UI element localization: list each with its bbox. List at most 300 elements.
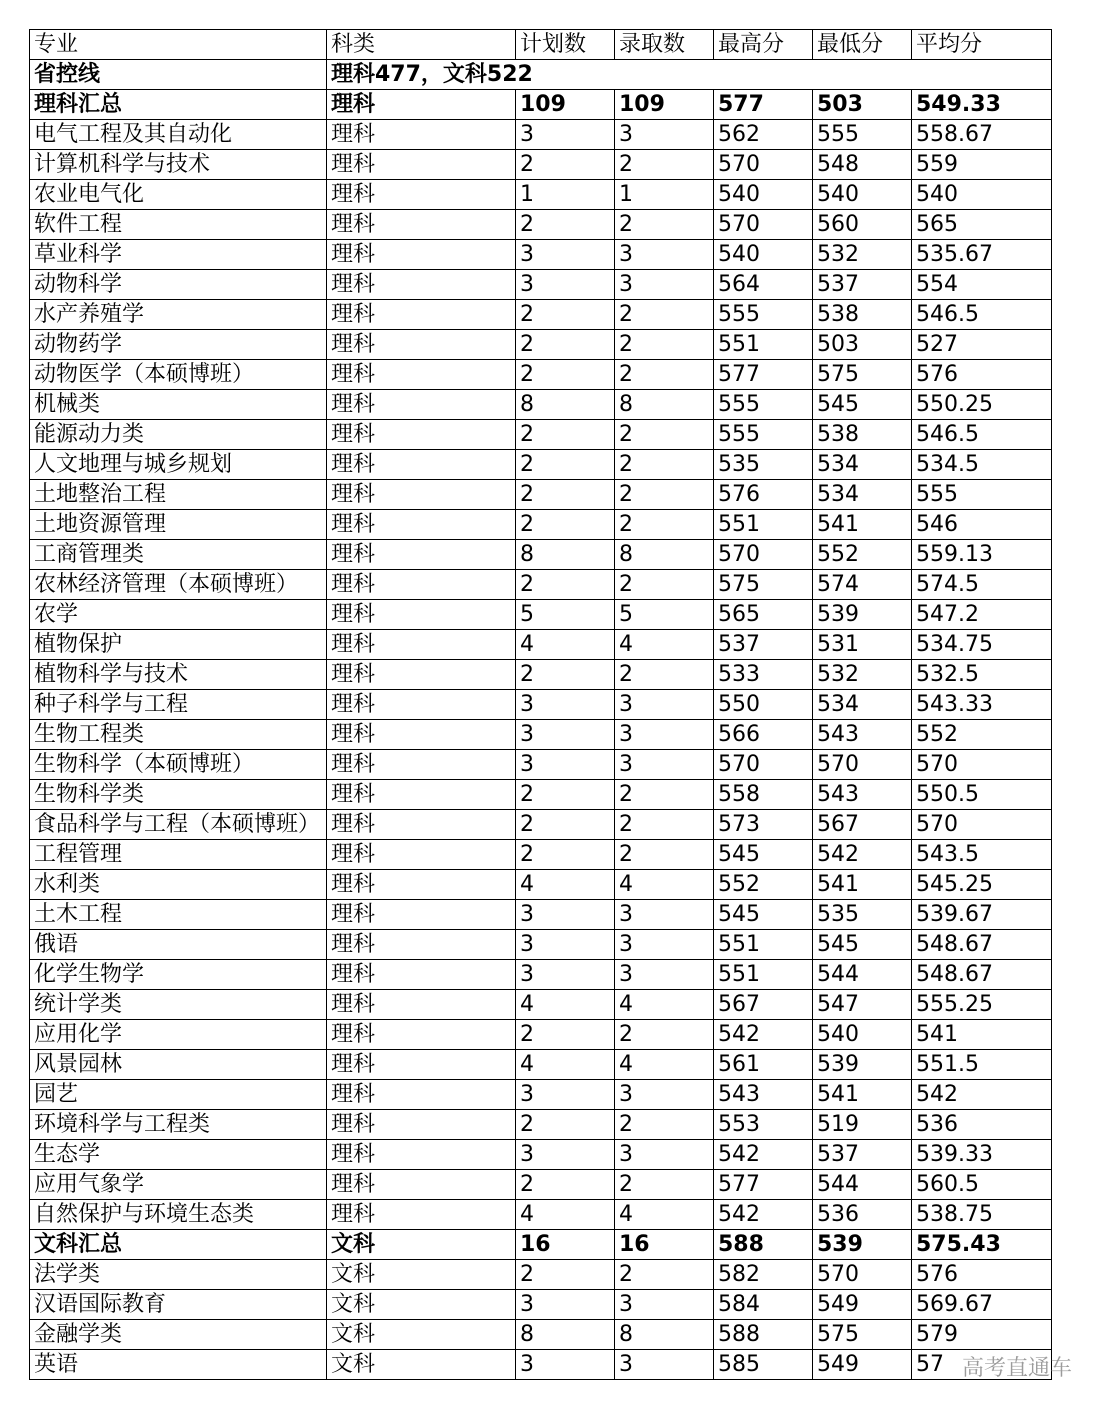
planned-cell: 2 [516, 510, 615, 540]
table-row [30, 630, 1052, 660]
min-score-cell: 549 [813, 1350, 912, 1380]
major-cell: 农林经济管理（本硕博班） [30, 570, 327, 600]
table-row [30, 1140, 1052, 1170]
planned-cell: 8 [516, 1320, 615, 1350]
avg-score-cell: 543.5 [912, 840, 1052, 870]
table-row [30, 660, 1052, 690]
planned-cell: 2 [516, 570, 615, 600]
table-row [30, 360, 1052, 390]
table-row [30, 270, 1052, 300]
avg-score-cell: 565 [912, 210, 1052, 240]
table-row [30, 240, 1052, 270]
table-row [30, 1320, 1052, 1350]
planned-cell: 16 [516, 1230, 615, 1260]
category-cell: 理科 [327, 960, 516, 990]
admitted-cell: 109 [615, 90, 714, 120]
header-row [30, 30, 1052, 60]
avg-score-cell: 554 [912, 270, 1052, 300]
max-score-cell: 551 [714, 960, 813, 990]
category-cell: 理科 [327, 570, 516, 600]
avg-score-cell: 538.75 [912, 1200, 1052, 1230]
max-score-cell: 533 [714, 660, 813, 690]
table-row [30, 390, 1052, 420]
avg-score-cell: 545.25 [912, 870, 1052, 900]
major-cell: 自然保护与环境生态类 [30, 1200, 327, 1230]
table-row [30, 1050, 1052, 1080]
major-cell: 植物保护 [30, 630, 327, 660]
avg-score-cell: 550.25 [912, 390, 1052, 420]
admitted-cell: 3 [615, 960, 714, 990]
max-score-cell: 551 [714, 330, 813, 360]
avg-score-cell: 570 [912, 810, 1052, 840]
table-row [30, 1080, 1052, 1110]
category-cell: 理科 [327, 900, 516, 930]
admitted-cell: 3 [615, 1080, 714, 1110]
min-score-cell: 544 [813, 960, 912, 990]
avg-score-cell: 552 [912, 720, 1052, 750]
max-score-cell: 565 [714, 600, 813, 630]
category-cell: 理科 [327, 240, 516, 270]
major-cell: 应用气象学 [30, 1170, 327, 1200]
table-row [30, 1260, 1052, 1290]
min-score-cell: 541 [813, 870, 912, 900]
admitted-cell: 2 [615, 570, 714, 600]
min-score-cell: 548 [813, 150, 912, 180]
admitted-cell: 3 [615, 750, 714, 780]
planned-cell: 3 [516, 750, 615, 780]
avg-score-cell: 551.5 [912, 1050, 1052, 1080]
category-cell: 理科 [327, 810, 516, 840]
avg-score-cell: 532.5 [912, 660, 1052, 690]
category-cell: 理科 [327, 1170, 516, 1200]
min-score-cell: 536 [813, 1200, 912, 1230]
category-cell: 理科 [327, 120, 516, 150]
avg-score-cell: 543.33 [912, 690, 1052, 720]
table-row [30, 1290, 1052, 1320]
major-cell: 环境科学与工程类 [30, 1110, 327, 1140]
min-score-cell: 532 [813, 660, 912, 690]
table-row [30, 480, 1052, 510]
category-cell: 理科 [327, 1020, 516, 1050]
planned-cell: 3 [516, 960, 615, 990]
planned-cell: 109 [516, 90, 615, 120]
major-cell: 动物医学（本硕博班） [30, 360, 327, 390]
planned-cell: 2 [516, 1170, 615, 1200]
table-row [30, 1200, 1052, 1230]
max-score-cell: 535 [714, 450, 813, 480]
major-cell: 工程管理 [30, 840, 327, 870]
max-score-cell: 542 [714, 1200, 813, 1230]
major-cell: 农业电气化 [30, 180, 327, 210]
admitted-cell: 5 [615, 600, 714, 630]
summary-row [30, 1230, 1052, 1260]
admitted-cell: 2 [615, 150, 714, 180]
header-cell-max-score: 最高分 [714, 30, 813, 60]
planned-cell: 3 [516, 1140, 615, 1170]
max-score-cell: 570 [714, 540, 813, 570]
planned-cell: 2 [516, 450, 615, 480]
min-score-cell: 549 [813, 1290, 912, 1320]
max-score-cell: 585 [714, 1350, 813, 1380]
table-row [30, 900, 1052, 930]
max-score-cell: 570 [714, 150, 813, 180]
category-cell: 理科 [327, 270, 516, 300]
planned-cell: 3 [516, 1290, 615, 1320]
admitted-cell: 1 [615, 180, 714, 210]
category-cell: 理科 [327, 510, 516, 540]
admitted-cell: 2 [615, 1110, 714, 1140]
table-row [30, 120, 1052, 150]
major-cell: 动物科学 [30, 270, 327, 300]
avg-score-cell: 540 [912, 180, 1052, 210]
category-cell: 文科 [327, 1230, 516, 1260]
major-cell: 生物工程类 [30, 720, 327, 750]
category-cell: 理科 [327, 780, 516, 810]
avg-score-cell: 550.5 [912, 780, 1052, 810]
max-score-cell: 575 [714, 570, 813, 600]
header-cell-admitted: 录取数 [615, 30, 714, 60]
major-cell: 生物科学类 [30, 780, 327, 810]
avg-score-cell: 534.75 [912, 630, 1052, 660]
major-cell: 文科汇总 [30, 1230, 327, 1260]
category-cell: 理科 [327, 300, 516, 330]
avg-score-cell: 547.2 [912, 600, 1052, 630]
admitted-cell: 2 [615, 1260, 714, 1290]
planned-cell: 4 [516, 990, 615, 1020]
planned-cell: 2 [516, 840, 615, 870]
avg-score-cell: 570 [912, 750, 1052, 780]
min-score-cell: 519 [813, 1110, 912, 1140]
admitted-cell: 4 [615, 990, 714, 1020]
header-cell-major: 专业 [30, 30, 327, 60]
max-score-cell: 545 [714, 840, 813, 870]
planned-cell: 2 [516, 660, 615, 690]
avg-score-cell: 536 [912, 1110, 1052, 1140]
max-score-cell: 577 [714, 90, 813, 120]
max-score-cell: 552 [714, 870, 813, 900]
admitted-cell: 2 [615, 360, 714, 390]
min-score-cell: 503 [813, 90, 912, 120]
avg-score-cell: 569.67 [912, 1290, 1052, 1320]
major-cell: 水利类 [30, 870, 327, 900]
min-score-cell: 531 [813, 630, 912, 660]
category-cell: 理科 [327, 930, 516, 960]
planned-cell: 2 [516, 360, 615, 390]
admitted-cell: 2 [615, 1170, 714, 1200]
avg-score-cell: 527 [912, 330, 1052, 360]
planned-cell: 8 [516, 390, 615, 420]
major-cell: 英语 [30, 1350, 327, 1380]
avg-score-cell: 574.5 [912, 570, 1052, 600]
major-cell: 土地整治工程 [30, 480, 327, 510]
table-row [30, 840, 1052, 870]
admitted-cell: 2 [615, 480, 714, 510]
table-row [30, 540, 1052, 570]
table-row [30, 300, 1052, 330]
category-cell: 理科 [327, 690, 516, 720]
category-cell: 理科 [327, 210, 516, 240]
planned-cell: 2 [516, 330, 615, 360]
avg-score-cell: 534.5 [912, 450, 1052, 480]
header-cell-category: 科类 [327, 30, 516, 60]
table-row [30, 510, 1052, 540]
category-cell: 文科 [327, 1350, 516, 1380]
major-cell: 土地资源管理 [30, 510, 327, 540]
max-score-cell: 555 [714, 390, 813, 420]
max-score-cell: 540 [714, 240, 813, 270]
table-row [30, 1350, 1052, 1380]
avg-score-cell: 546 [912, 510, 1052, 540]
min-score-cell: 542 [813, 840, 912, 870]
planned-cell: 1 [516, 180, 615, 210]
avg-score-cell: 558.67 [912, 120, 1052, 150]
admitted-cell: 2 [615, 810, 714, 840]
category-cell: 理科 [327, 540, 516, 570]
planned-cell: 3 [516, 1080, 615, 1110]
table-row [30, 780, 1052, 810]
planned-cell: 4 [516, 630, 615, 660]
major-cell: 机械类 [30, 390, 327, 420]
major-cell: 统计学类 [30, 990, 327, 1020]
major-cell: 计算机科学与技术 [30, 150, 327, 180]
major-cell: 应用化学 [30, 1020, 327, 1050]
avg-score-cell: 57 [912, 1350, 1052, 1380]
category-cell: 理科 [327, 420, 516, 450]
avg-score-cell: 559.13 [912, 540, 1052, 570]
planned-cell: 3 [516, 900, 615, 930]
min-score-cell: 545 [813, 390, 912, 420]
max-score-cell: 537 [714, 630, 813, 660]
avg-score-cell: 535.67 [912, 240, 1052, 270]
admitted-cell: 2 [615, 450, 714, 480]
admitted-cell: 3 [615, 1290, 714, 1320]
category-cell: 理科 [327, 1110, 516, 1140]
planned-cell: 4 [516, 1050, 615, 1080]
category-cell: 理科 [327, 750, 516, 780]
min-score-cell: 540 [813, 1020, 912, 1050]
admitted-cell: 4 [615, 630, 714, 660]
planned-cell: 3 [516, 930, 615, 960]
admitted-cell: 2 [615, 300, 714, 330]
planned-cell: 3 [516, 690, 615, 720]
admitted-cell: 2 [615, 420, 714, 450]
admitted-cell: 3 [615, 1350, 714, 1380]
admitted-cell: 2 [615, 510, 714, 540]
max-score-cell: 558 [714, 780, 813, 810]
major-cell: 工商管理类 [30, 540, 327, 570]
planned-cell: 2 [516, 420, 615, 450]
admitted-cell: 3 [615, 900, 714, 930]
min-score-cell: 540 [813, 180, 912, 210]
planned-cell: 3 [516, 240, 615, 270]
admitted-cell: 16 [615, 1230, 714, 1260]
table-row [30, 1020, 1052, 1050]
table-row [30, 990, 1052, 1020]
avg-score-cell: 548.67 [912, 960, 1052, 990]
min-score-cell: 537 [813, 270, 912, 300]
admitted-cell: 3 [615, 270, 714, 300]
min-score-cell: 552 [813, 540, 912, 570]
max-score-cell: 570 [714, 210, 813, 240]
control-line-label: 省控线 [30, 60, 327, 90]
table-row [30, 750, 1052, 780]
category-cell: 文科 [327, 1290, 516, 1320]
min-score-cell: 555 [813, 120, 912, 150]
planned-cell: 8 [516, 540, 615, 570]
max-score-cell: 540 [714, 180, 813, 210]
min-score-cell: 503 [813, 330, 912, 360]
admitted-cell: 2 [615, 660, 714, 690]
table-row [30, 450, 1052, 480]
major-cell: 能源动力类 [30, 420, 327, 450]
major-cell: 法学类 [30, 1260, 327, 1290]
control-line-row [30, 60, 1052, 90]
avg-score-cell: 560.5 [912, 1170, 1052, 1200]
table-row [30, 930, 1052, 960]
min-score-cell: 539 [813, 600, 912, 630]
max-score-cell: 542 [714, 1140, 813, 1170]
header-cell-min-score: 最低分 [813, 30, 912, 60]
table-body [30, 30, 1052, 1380]
max-score-cell: 555 [714, 300, 813, 330]
min-score-cell: 532 [813, 240, 912, 270]
avg-score-cell: 559 [912, 150, 1052, 180]
admitted-cell: 8 [615, 390, 714, 420]
admitted-cell: 2 [615, 330, 714, 360]
admitted-cell: 8 [615, 540, 714, 570]
category-cell: 理科 [327, 150, 516, 180]
major-cell: 水产养殖学 [30, 300, 327, 330]
admitted-cell: 4 [615, 1050, 714, 1080]
category-cell: 文科 [327, 1320, 516, 1350]
avg-score-cell: 579 [912, 1320, 1052, 1350]
category-cell: 理科 [327, 330, 516, 360]
max-score-cell: 561 [714, 1050, 813, 1080]
category-cell: 文科 [327, 1260, 516, 1290]
min-score-cell: 575 [813, 1320, 912, 1350]
min-score-cell: 567 [813, 810, 912, 840]
max-score-cell: 555 [714, 420, 813, 450]
admitted-cell: 2 [615, 1020, 714, 1050]
control-line-value: 理科477，文科522 [327, 60, 1052, 90]
major-cell: 金融学类 [30, 1320, 327, 1350]
category-cell: 理科 [327, 1050, 516, 1080]
max-score-cell: 570 [714, 750, 813, 780]
major-cell: 化学生物学 [30, 960, 327, 990]
max-score-cell: 577 [714, 360, 813, 390]
min-score-cell: 545 [813, 930, 912, 960]
table-row [30, 570, 1052, 600]
max-score-cell: 576 [714, 480, 813, 510]
major-cell: 食品科学与工程（本硕博班） [30, 810, 327, 840]
admitted-cell: 3 [615, 720, 714, 750]
planned-cell: 2 [516, 1260, 615, 1290]
category-cell: 理科 [327, 840, 516, 870]
min-score-cell: 534 [813, 450, 912, 480]
avg-score-cell: 576 [912, 360, 1052, 390]
min-score-cell: 534 [813, 480, 912, 510]
min-score-cell: 538 [813, 300, 912, 330]
table-row [30, 600, 1052, 630]
table-row [30, 420, 1052, 450]
max-score-cell: 566 [714, 720, 813, 750]
major-cell: 种子科学与工程 [30, 690, 327, 720]
header-cell-planned: 计划数 [516, 30, 615, 60]
admitted-cell: 3 [615, 240, 714, 270]
admission-score-table [29, 29, 1052, 1380]
planned-cell: 2 [516, 300, 615, 330]
admitted-cell: 4 [615, 1200, 714, 1230]
avg-score-cell: 539.33 [912, 1140, 1052, 1170]
avg-score-cell: 539.67 [912, 900, 1052, 930]
min-score-cell: 539 [813, 1230, 912, 1260]
min-score-cell: 543 [813, 780, 912, 810]
avg-score-cell: 575.43 [912, 1230, 1052, 1260]
planned-cell: 2 [516, 810, 615, 840]
avg-score-cell: 548.67 [912, 930, 1052, 960]
planned-cell: 2 [516, 480, 615, 510]
table-row [30, 690, 1052, 720]
avg-score-cell: 555 [912, 480, 1052, 510]
min-score-cell: 538 [813, 420, 912, 450]
table-row [30, 180, 1052, 210]
major-cell: 汉语国际教育 [30, 1290, 327, 1320]
category-cell: 理科 [327, 870, 516, 900]
admitted-cell: 4 [615, 870, 714, 900]
table-row [30, 810, 1052, 840]
admitted-cell: 3 [615, 120, 714, 150]
table-row [30, 150, 1052, 180]
max-score-cell: 577 [714, 1170, 813, 1200]
major-cell: 电气工程及其自动化 [30, 120, 327, 150]
planned-cell: 3 [516, 270, 615, 300]
table-row [30, 960, 1052, 990]
min-score-cell: 535 [813, 900, 912, 930]
category-cell: 理科 [327, 180, 516, 210]
category-cell: 理科 [327, 1140, 516, 1170]
min-score-cell: 560 [813, 210, 912, 240]
header-cell-avg-score: 平均分 [912, 30, 1052, 60]
category-cell: 理科 [327, 480, 516, 510]
admitted-cell: 2 [615, 210, 714, 240]
max-score-cell: 562 [714, 120, 813, 150]
major-cell: 理科汇总 [30, 90, 327, 120]
avg-score-cell: 546.5 [912, 300, 1052, 330]
admitted-cell: 3 [615, 690, 714, 720]
major-cell: 软件工程 [30, 210, 327, 240]
max-score-cell: 584 [714, 1290, 813, 1320]
max-score-cell: 542 [714, 1020, 813, 1050]
category-cell: 理科 [327, 1080, 516, 1110]
admitted-cell: 3 [615, 930, 714, 960]
watermark-text: 高考直通车 [962, 1356, 1073, 1381]
major-cell: 土木工程 [30, 900, 327, 930]
max-score-cell: 582 [714, 1260, 813, 1290]
min-score-cell: 544 [813, 1170, 912, 1200]
table-row [30, 210, 1052, 240]
min-score-cell: 534 [813, 690, 912, 720]
max-score-cell: 567 [714, 990, 813, 1020]
category-cell: 理科 [327, 990, 516, 1020]
min-score-cell: 539 [813, 1050, 912, 1080]
min-score-cell: 541 [813, 510, 912, 540]
table-row [30, 870, 1052, 900]
min-score-cell: 570 [813, 1260, 912, 1290]
planned-cell: 5 [516, 600, 615, 630]
major-cell: 草业科学 [30, 240, 327, 270]
max-score-cell: 573 [714, 810, 813, 840]
major-cell: 植物科学与技术 [30, 660, 327, 690]
